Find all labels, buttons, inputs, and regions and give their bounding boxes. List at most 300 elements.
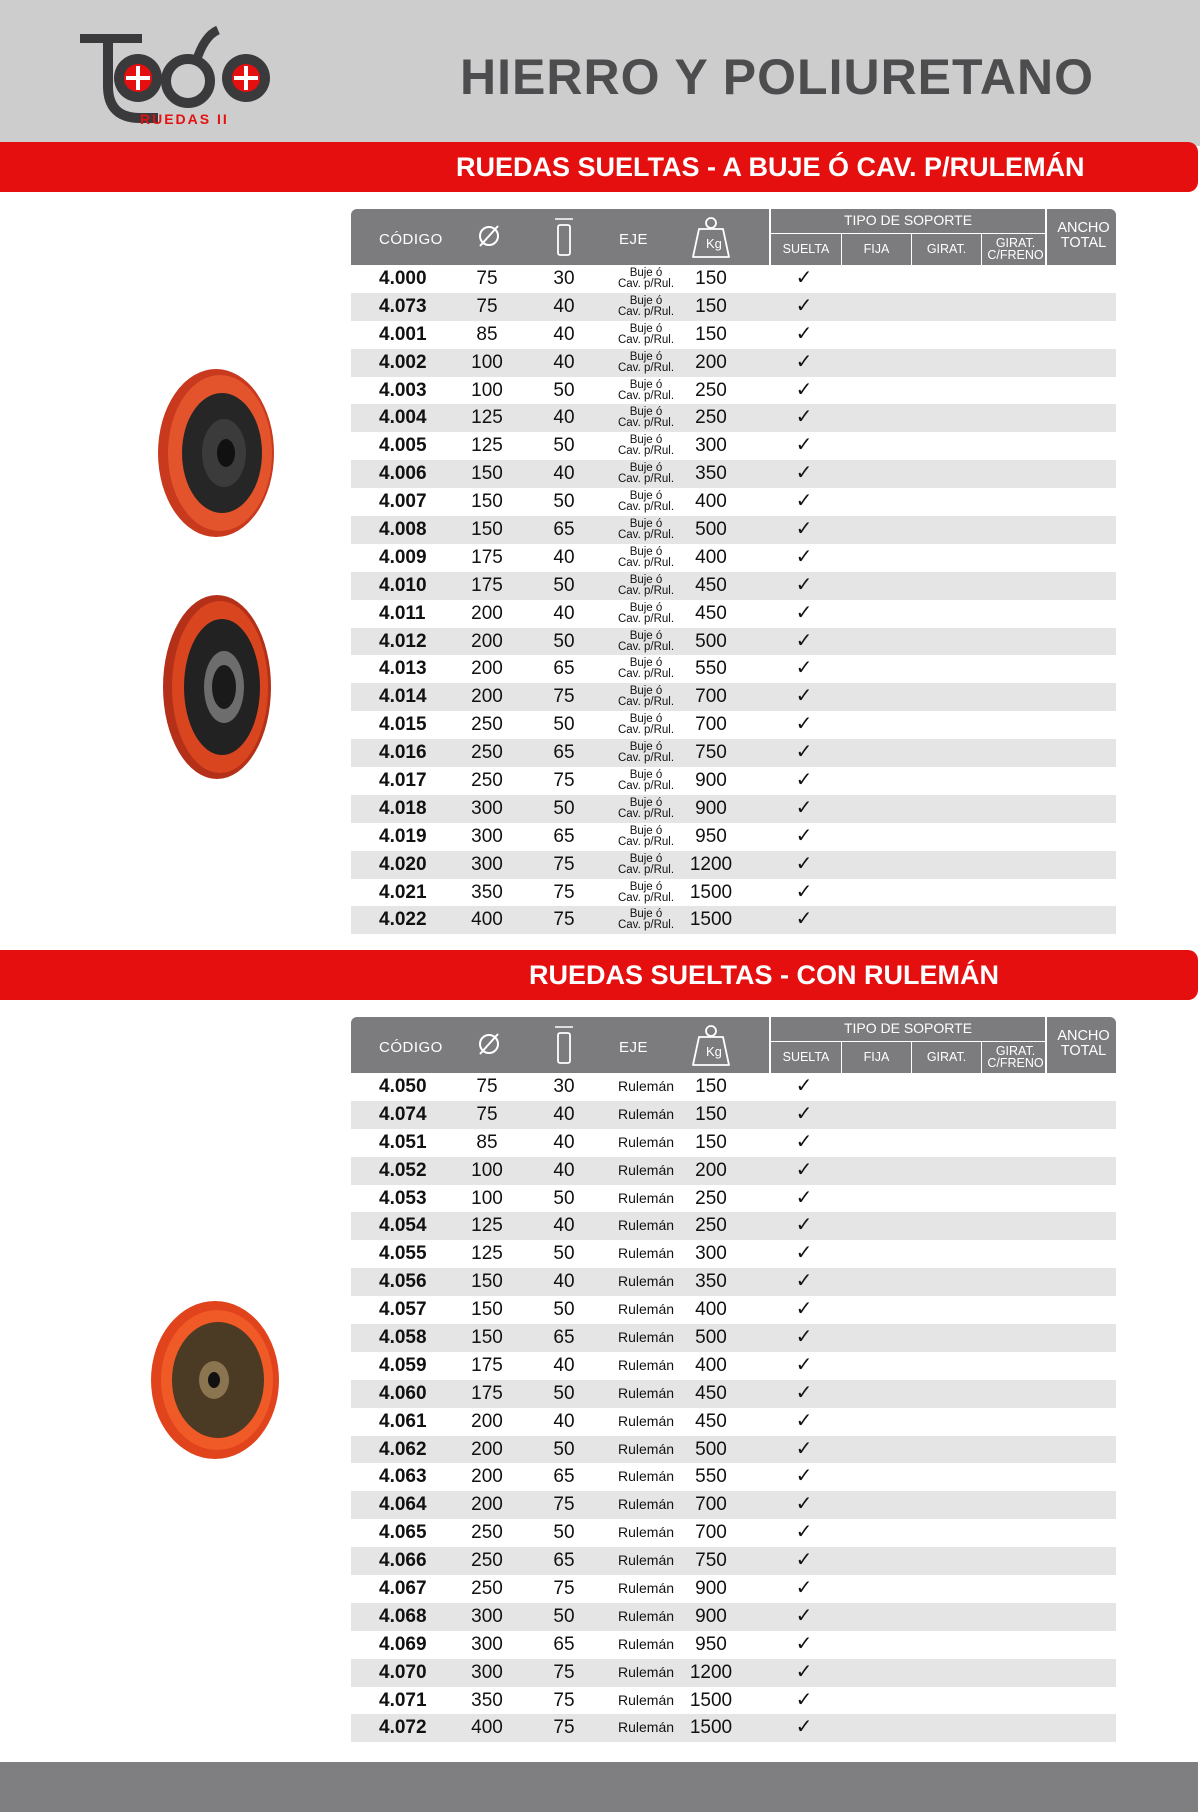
cell-width: 65	[553, 742, 575, 764]
check-icon: ✓	[795, 1381, 813, 1404]
cell-width: 75	[553, 1689, 575, 1711]
table-row	[351, 1380, 1116, 1408]
cell-code: 4.073	[379, 295, 427, 317]
eje-line2: Cav. p/Rul.	[617, 919, 675, 932]
eje-line2: Cav. p/Rul.	[617, 807, 675, 820]
cell-width: 40	[553, 1410, 575, 1432]
cell-eje: Rulemán	[617, 1635, 675, 1652]
cell-eje	[601, 293, 691, 321]
check-icon: ✓	[795, 1102, 813, 1125]
cell-width: 65	[553, 1327, 575, 1349]
cell-width: 75	[553, 881, 575, 903]
cell-width: 75	[553, 1578, 575, 1600]
cell-width: 40	[553, 1103, 575, 1125]
cell-eje: Rulemán	[617, 1607, 675, 1624]
eje-line2: Cav. p/Rul.	[617, 333, 675, 346]
check-icon: ✓	[795, 880, 813, 903]
cell-code: 4.017	[379, 770, 427, 792]
cell-load-kg: 1500	[689, 1717, 733, 1739]
cell-width: 40	[553, 407, 575, 429]
cell-diameter: 75	[476, 295, 498, 317]
check-icon: ✓	[795, 629, 813, 652]
table-body	[351, 1073, 1116, 1742]
column-header-girat-freno	[981, 1041, 1049, 1073]
cell-width: 40	[553, 1271, 575, 1293]
cell-diameter: 200	[471, 1466, 503, 1488]
cell-eje: Rulemán	[617, 1105, 675, 1122]
cell-eje: Rulemán	[617, 1719, 675, 1736]
column-header-ancho-total	[1051, 221, 1116, 251]
cell-eje	[601, 711, 691, 739]
width-icon	[553, 1023, 575, 1065]
cell-load-kg: 200	[695, 1159, 727, 1181]
cell-width: 50	[553, 1299, 575, 1321]
eje-line2: Cav. p/Rul.	[617, 473, 675, 486]
cell-load-kg: 900	[695, 797, 727, 819]
cell-diameter: 300	[471, 1605, 503, 1627]
cell-diameter: 175	[471, 546, 503, 568]
check-icon: ✓	[795, 713, 813, 736]
cell-diameter: 100	[471, 379, 503, 401]
check-icon: ✓	[795, 462, 813, 485]
cell-eje	[601, 628, 691, 656]
cell-width: 75	[553, 1661, 575, 1683]
cell-code: 4.050	[379, 1076, 427, 1097]
cell-eje	[601, 265, 691, 293]
cell-eje: Rulemán	[617, 1189, 675, 1206]
eje-line2: Cav. p/Rul.	[617, 277, 675, 290]
cell-load-kg: 500	[695, 519, 727, 541]
eje-line2: Cav. p/Rul.	[617, 501, 675, 514]
cell-eje	[601, 544, 691, 572]
cell-width: 40	[553, 1354, 575, 1376]
check-icon: ✓	[795, 1632, 813, 1655]
cell-diameter: 250	[471, 770, 503, 792]
eje-line2: Cav. p/Rul.	[617, 779, 675, 792]
cell-width: 50	[553, 491, 575, 513]
cell-load-kg: 400	[695, 491, 727, 513]
width-icon	[553, 215, 575, 257]
check-icon: ✓	[795, 1521, 813, 1544]
table-header	[351, 1017, 1116, 1073]
cell-load-kg: 1500	[689, 909, 733, 931]
ancho-line2: TOTAL	[1060, 1043, 1107, 1059]
cell-load-kg: 400	[695, 1354, 727, 1376]
eje-line1: Buje ó	[629, 713, 663, 726]
table-row	[351, 655, 1116, 683]
cell-diameter: 200	[471, 658, 503, 680]
cell-eje: Rulemán	[617, 1161, 675, 1178]
cell-eje: Rulemán	[617, 1468, 675, 1485]
check-icon: ✓	[795, 1158, 813, 1181]
cell-eje: Rulemán	[617, 1496, 675, 1513]
cell-load-kg: 250	[695, 1215, 727, 1237]
cell-width: 75	[553, 770, 575, 792]
cell-code: 4.005	[379, 435, 427, 457]
cell-width: 40	[553, 1215, 575, 1237]
eje-line1: Buje ó	[629, 573, 663, 586]
check-icon: ✓	[795, 406, 813, 429]
check-icon: ✓	[795, 1130, 813, 1153]
cell-load-kg: 750	[695, 742, 727, 764]
check-icon: ✓	[795, 657, 813, 680]
cell-load-kg: 250	[695, 379, 727, 401]
table-row	[351, 1324, 1116, 1352]
spec-table-ruleman	[351, 1017, 1116, 1742]
column-header-eje: EJE	[619, 1039, 649, 1056]
cell-code: 4.062	[379, 1438, 427, 1460]
support-type-group	[769, 1017, 1047, 1073]
cell-load-kg: 150	[695, 1131, 727, 1153]
check-icon: ✓	[795, 1186, 813, 1209]
column-header-codigo: CÓDIGO	[379, 1039, 443, 1056]
cell-eje	[601, 404, 691, 432]
cell-code: 4.068	[379, 1605, 427, 1627]
table-row	[351, 488, 1116, 516]
cell-width: 75	[553, 1717, 575, 1739]
check-icon: ✓	[795, 1326, 813, 1349]
cell-diameter: 300	[471, 1633, 503, 1655]
cell-eje: Rulemán	[617, 1273, 675, 1290]
table-row	[351, 879, 1116, 907]
check-icon: ✓	[795, 1437, 813, 1460]
wheel-image-side	[154, 366, 278, 540]
cell-width: 50	[553, 797, 575, 819]
check-icon: ✓	[795, 1716, 813, 1739]
footer-band	[0, 1762, 1198, 1812]
eje-line2: Cav. p/Rul.	[617, 584, 675, 597]
eje-line1: Buje ó	[629, 434, 663, 447]
table-row	[351, 1073, 1116, 1101]
cell-load-kg: 150	[695, 1103, 727, 1125]
table-row	[351, 572, 1116, 600]
eje-line2: Cav. p/Rul.	[617, 305, 675, 318]
eje-line1: Buje ó	[629, 322, 663, 335]
cell-eje	[601, 767, 691, 795]
cell-diameter: 75	[476, 268, 498, 289]
cell-eje	[601, 572, 691, 600]
table-row	[351, 1101, 1116, 1129]
cell-diameter: 100	[471, 1159, 503, 1181]
cell-code: 4.074	[379, 1103, 427, 1125]
cell-diameter: 85	[476, 323, 498, 345]
check-icon: ✓	[795, 1298, 813, 1321]
cell-load-kg: 950	[695, 825, 727, 847]
column-header-eje: EJE	[619, 231, 649, 248]
cell-diameter: 75	[476, 1103, 498, 1125]
cell-code: 4.019	[379, 825, 427, 847]
cell-load-kg: 900	[695, 1578, 727, 1600]
eje-line1: Buje ó	[629, 266, 663, 279]
eje-line1: Buje ó	[629, 824, 663, 837]
cell-eje: Rulemán	[617, 1440, 675, 1457]
cell-eje	[601, 349, 691, 377]
check-icon: ✓	[795, 573, 813, 596]
table-row	[351, 349, 1116, 377]
cell-eje	[601, 460, 691, 488]
check-icon: ✓	[795, 685, 813, 708]
cell-load-kg: 150	[695, 323, 727, 345]
section-banner-ruleman	[0, 950, 1198, 1000]
cell-load-kg: 300	[695, 1243, 727, 1265]
cell-diameter: 400	[471, 1717, 503, 1739]
cell-eje	[601, 488, 691, 516]
eje-line1: Buje ó	[629, 545, 663, 558]
cell-diameter: 350	[471, 881, 503, 903]
table-row	[351, 1547, 1116, 1575]
support-type-title: TIPO DE SOPORTE	[843, 1020, 973, 1036]
check-icon: ✓	[795, 1493, 813, 1516]
girat-freno-line1: GIRAT.	[995, 236, 1036, 250]
table-row	[351, 1268, 1116, 1296]
table-row	[351, 1659, 1116, 1687]
eje-line2: Cav. p/Rul.	[617, 891, 675, 904]
cell-load-kg: 300	[695, 435, 727, 457]
cell-width: 50	[553, 1243, 575, 1265]
table-row	[351, 711, 1116, 739]
table-row	[351, 739, 1116, 767]
table-row	[351, 404, 1116, 432]
cell-code: 4.051	[379, 1131, 427, 1153]
cell-eje	[601, 739, 691, 767]
table-row	[351, 767, 1116, 795]
check-icon: ✓	[795, 1270, 813, 1293]
table-row	[351, 906, 1116, 934]
cell-width: 30	[553, 1076, 575, 1097]
check-icon: ✓	[795, 350, 813, 373]
cell-code: 4.063	[379, 1466, 427, 1488]
cell-width: 75	[553, 1494, 575, 1516]
column-header-fija: FIJA	[841, 1041, 911, 1073]
cell-eje: Rulemán	[617, 1663, 675, 1680]
cell-code: 4.054	[379, 1215, 427, 1237]
section-title: RUEDAS SUELTAS - CON RULEMÁN	[529, 960, 999, 990]
cell-diameter: 300	[471, 853, 503, 875]
ancho-line1: ANCHO	[1057, 220, 1110, 236]
eje-line2: Cav. p/Rul.	[617, 389, 675, 402]
cell-diameter: 150	[471, 491, 503, 513]
cell-diameter: 200	[471, 1494, 503, 1516]
cell-eje: Rulemán	[617, 1217, 675, 1234]
cell-load-kg: 150	[695, 1076, 727, 1097]
check-icon: ✓	[795, 1577, 813, 1600]
cell-diameter: 175	[471, 1382, 503, 1404]
check-icon: ✓	[795, 1549, 813, 1572]
table-row	[351, 600, 1116, 628]
cell-diameter: 200	[471, 686, 503, 708]
cell-code: 4.013	[379, 658, 427, 680]
cell-diameter: 175	[471, 574, 503, 596]
cell-diameter: 200	[471, 1410, 503, 1432]
support-type-title: TIPO DE SOPORTE	[843, 212, 973, 228]
eje-line2: Cav. p/Rul.	[617, 835, 675, 848]
ancho-line2: TOTAL	[1060, 235, 1107, 251]
column-header-ancho-total	[1051, 1029, 1116, 1059]
cell-width: 65	[553, 1633, 575, 1655]
cell-eje	[601, 823, 691, 851]
table-row	[351, 265, 1116, 293]
cell-load-kg: 450	[695, 574, 727, 596]
cell-eje: Rulemán	[617, 1329, 675, 1346]
cell-diameter: 350	[471, 1689, 503, 1711]
check-icon: ✓	[795, 769, 813, 792]
column-header-kg: Kg	[706, 236, 722, 251]
cell-code: 4.066	[379, 1550, 427, 1572]
cell-code: 4.008	[379, 519, 427, 541]
cell-width: 50	[553, 379, 575, 401]
ancho-line1: ANCHO	[1057, 1028, 1110, 1044]
table-row	[351, 823, 1116, 851]
cell-eje: Rulemán	[617, 1691, 675, 1708]
cell-diameter: 200	[471, 602, 503, 624]
eje-line1: Buje ó	[629, 880, 663, 893]
cell-load-kg: 1500	[689, 881, 733, 903]
check-icon: ✓	[795, 1242, 813, 1265]
cell-eje	[601, 879, 691, 907]
eje-line1: Buje ó	[629, 517, 663, 530]
eje-line2: Cav. p/Rul.	[617, 863, 675, 876]
check-icon: ✓	[795, 1353, 813, 1376]
check-icon: ✓	[795, 824, 813, 847]
cell-width: 50	[553, 435, 575, 457]
cell-eje	[601, 683, 691, 711]
cell-load-kg: 900	[695, 1605, 727, 1627]
cell-code: 4.014	[379, 686, 427, 708]
table-row	[351, 1631, 1116, 1659]
eje-line1: Buje ó	[629, 852, 663, 865]
cell-load-kg: 400	[695, 1299, 727, 1321]
cell-width: 65	[553, 519, 575, 541]
cell-width: 65	[553, 658, 575, 680]
brand-logo	[78, 26, 288, 130]
cell-code: 4.052	[379, 1159, 427, 1181]
cell-width: 65	[553, 1550, 575, 1572]
cell-code: 4.064	[379, 1494, 427, 1516]
cell-eje: Rulemán	[617, 1580, 675, 1597]
table-row	[351, 1296, 1116, 1324]
cell-load-kg: 400	[695, 546, 727, 568]
diameter-icon	[476, 223, 502, 249]
cell-eje: Rulemán	[617, 1356, 675, 1373]
column-header-suelta: SUELTA	[782, 242, 830, 256]
cell-eje: Rulemán	[617, 1412, 675, 1429]
support-type-group	[769, 209, 1047, 265]
column-header-kg: Kg	[706, 1044, 722, 1059]
spec-table-buje	[351, 209, 1116, 934]
cell-eje	[601, 321, 691, 349]
column-header-girat-freno	[981, 233, 1049, 265]
eje-line2: Cav. p/Rul.	[617, 668, 675, 681]
cell-code: 4.016	[379, 742, 427, 764]
table-row	[351, 460, 1116, 488]
section-banner-buje	[0, 142, 1198, 192]
cell-load-kg: 550	[695, 1466, 727, 1488]
eje-line2: Cav. p/Rul.	[617, 556, 675, 569]
cell-load-kg: 250	[695, 407, 727, 429]
cell-diameter: 175	[471, 1354, 503, 1376]
table-row	[351, 1212, 1116, 1240]
table-row	[351, 516, 1116, 544]
cell-diameter: 100	[471, 1187, 503, 1209]
cell-code: 4.058	[379, 1327, 427, 1349]
eje-line1: Buje ó	[629, 294, 663, 307]
table-row	[351, 1436, 1116, 1464]
table-row	[351, 1157, 1116, 1185]
cell-width: 65	[553, 1466, 575, 1488]
wheel-image-bearing	[160, 592, 274, 782]
eje-line2: Cav. p/Rul.	[617, 445, 675, 458]
eje-line1: Buje ó	[629, 629, 663, 642]
table-row	[351, 851, 1116, 879]
table-row	[351, 1129, 1116, 1157]
cell-width: 30	[553, 268, 575, 289]
cell-eje: Rulemán	[617, 1301, 675, 1318]
cell-code: 4.018	[379, 797, 427, 819]
cell-width: 40	[553, 463, 575, 485]
table-row	[351, 432, 1116, 460]
eje-line1: Buje ó	[629, 657, 663, 670]
cell-diameter: 300	[471, 797, 503, 819]
cell-diameter: 250	[471, 1578, 503, 1600]
cell-eje: Rulemán	[617, 1524, 675, 1541]
cell-diameter: 125	[471, 435, 503, 457]
cell-code: 4.009	[379, 546, 427, 568]
column-header-suelta: SUELTA	[782, 1050, 830, 1064]
cell-diameter: 85	[476, 1131, 498, 1153]
cell-code: 4.015	[379, 714, 427, 736]
column-header-girat: GIRAT.	[911, 1041, 981, 1073]
cell-code: 4.067	[379, 1578, 427, 1600]
cell-load-kg: 950	[695, 1633, 727, 1655]
table-row	[351, 683, 1116, 711]
table-row	[351, 544, 1116, 572]
cell-load-kg: 900	[695, 770, 727, 792]
table-row	[351, 795, 1116, 823]
cell-code: 4.070	[379, 1661, 427, 1683]
cell-eje: Rulemán	[617, 1245, 675, 1262]
cell-diameter: 125	[471, 1243, 503, 1265]
table-row	[351, 293, 1116, 321]
cell-load-kg: 150	[695, 268, 727, 289]
cell-diameter: 250	[471, 1550, 503, 1572]
cell-code: 4.002	[379, 351, 427, 373]
cell-load-kg: 500	[695, 1438, 727, 1460]
cell-code: 4.069	[379, 1633, 427, 1655]
cell-code: 4.071	[379, 1689, 427, 1711]
eje-line2: Cav. p/Rul.	[617, 696, 675, 709]
eje-line2: Cav. p/Rul.	[617, 528, 675, 541]
table-row	[351, 628, 1116, 656]
girat-freno-line2: C/FRENO	[987, 248, 1044, 262]
table-row	[351, 1714, 1116, 1742]
cell-width: 40	[553, 1159, 575, 1181]
cell-diameter: 400	[471, 909, 503, 931]
eje-line1: Buje ó	[629, 741, 663, 754]
cell-code: 4.060	[379, 1382, 427, 1404]
cell-width: 50	[553, 1187, 575, 1209]
check-icon: ✓	[795, 908, 813, 931]
wheel-image-ruleman	[148, 1298, 282, 1462]
cell-load-kg: 550	[695, 658, 727, 680]
table-body	[351, 265, 1116, 934]
cell-diameter: 300	[471, 1661, 503, 1683]
table-row	[351, 321, 1116, 349]
table-row	[351, 1519, 1116, 1547]
cell-code: 4.007	[379, 491, 427, 513]
column-header-girat: GIRAT.	[911, 233, 981, 265]
cell-load-kg: 450	[695, 1410, 727, 1432]
cell-diameter: 150	[471, 1271, 503, 1293]
